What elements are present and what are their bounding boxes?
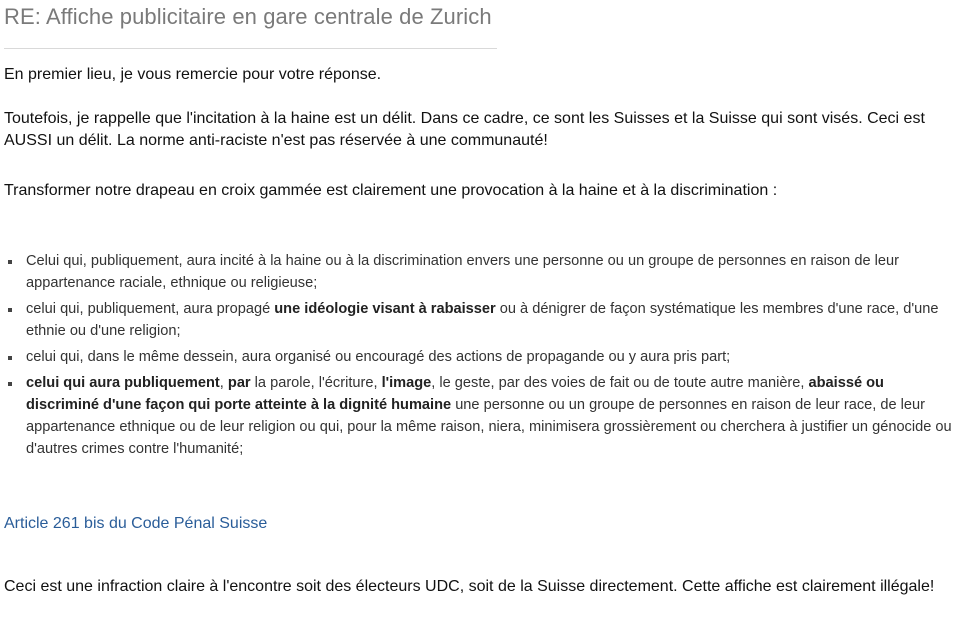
title-divider (4, 48, 497, 49)
post-title: RE: Affiche publicitaire en gare centrale de Zurich (4, 4, 492, 29)
list-item-text: la parole, l'écriture, (250, 375, 382, 391)
list-item (4, 298, 954, 342)
paragraph-conclusion: Ceci est une infraction claire à l'encontre soit des électeurs UDC, soit de la Suisse directement. Cette affiche est clairement illégale! (4, 578, 935, 595)
bullet-icon (8, 382, 12, 386)
list-item (4, 250, 954, 294)
bullet-icon (8, 260, 12, 264)
article-261-link[interactable]: Article 261 bis du Code Pénal Suisse (4, 515, 268, 532)
emphasized-text: celui qui aura publiquement (26, 375, 220, 391)
paragraph-flag-provocation: Transformer notre drapeau en croix gammée est clairement une provocation à la haine et à la discrimination : (4, 182, 778, 199)
list-item-text: , le geste, par des voies de fait ou de toute autre manière, (431, 375, 809, 391)
list-item (4, 346, 954, 368)
law-excerpt-list (4, 250, 954, 464)
list-item-text: Celui qui, publiquement, aura incité à la haine ou à la discrimination envers une personne ou un groupe de personnes en raison de leur appartenance raciale, ethnique ou religieuse; (26, 253, 899, 291)
bullet-icon (8, 308, 12, 312)
emphasized-text: une idéologie visant à rabaisser (274, 301, 496, 317)
emphasized-text: par (227, 375, 251, 391)
list-item-text: celui qui, publiquement, aura propagé (26, 301, 275, 317)
paragraph-reminder: Toutefois, je rappelle que l'incitation à la haine est un délit. Dans ce cadre, ce sont les Suisses et la Suisse qui sont visés. Ceci est AUSSI un délit. La norme anti-raciste n'est pas réservée à une communauté! (4, 110, 925, 149)
emphasized-text: abaissé ou discriminé d'une façon qui porte atteinte à la dignité humaine (26, 375, 884, 413)
list-item-text: une personne ou un groupe de personnes en raison de leur race, de leur appartenance ethnique ou de leur religion ou qui, pour la même raison, niera, minimisera grossièrement ou cherchera à justifier un génocide ou d'autres crimes contre l'humanité; (26, 397, 952, 457)
list-item-text: celui qui, dans le même dessein, aura organisé ou encouragé des actions de propagande ou y aura pris part; (26, 349, 731, 365)
paragraph-thanks: En premier lieu, je vous remercie pour votre réponse. (4, 66, 382, 83)
list-item-text: ou à dénigrer de façon systématique les membres d'une race, d'une ethnie ou d'une religion; (26, 301, 939, 339)
list-item (4, 372, 954, 460)
emphasized-text: l'image (381, 375, 432, 391)
bullet-icon (8, 356, 12, 360)
list-item-text: , (219, 375, 228, 391)
